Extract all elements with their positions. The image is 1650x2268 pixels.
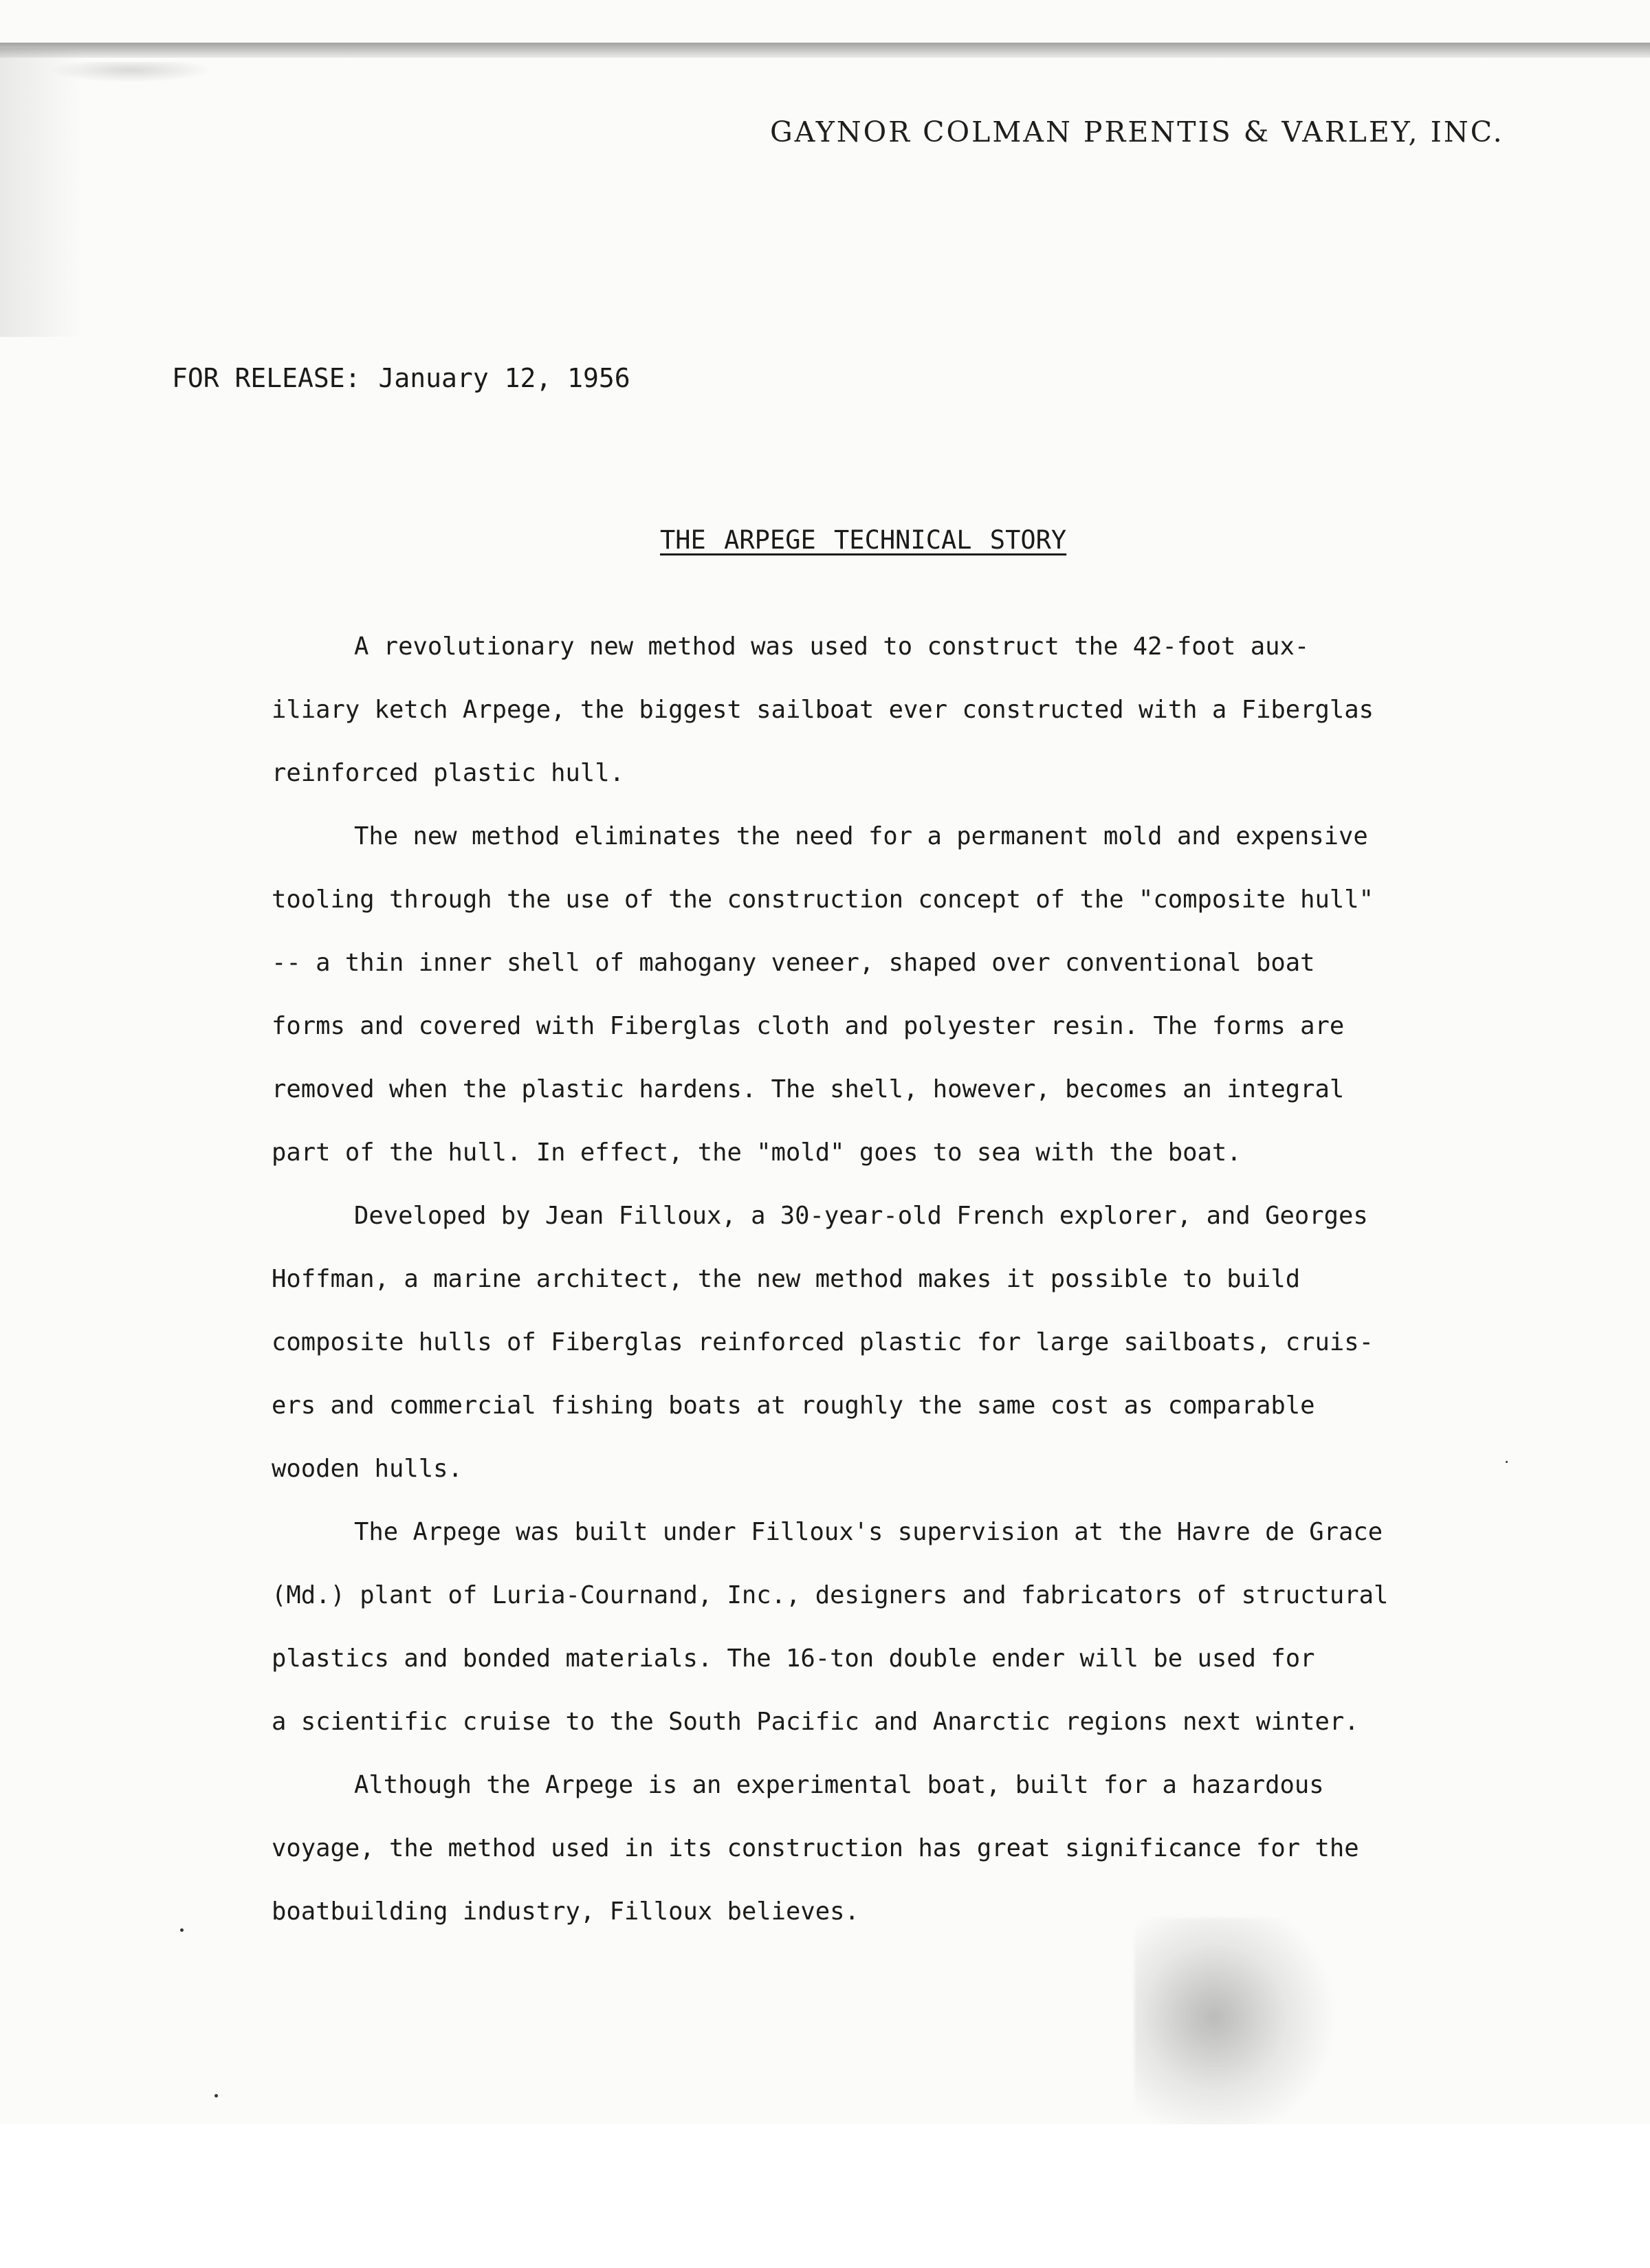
text-line: -- a thin inner shell of mahogany veneer, shaped over conventional boat: [272, 949, 1315, 977]
paragraph-4: [272, 1501, 1523, 1754]
scan-corner-shade: [0, 48, 82, 337]
text-line: plastics and bonded materials. The 16-ton double ender will be used for: [272, 1644, 1315, 1673]
speck: [180, 1928, 184, 1932]
text-line: a scientific cruise to the South Pacific and Anarctic regions next winter.: [272, 1708, 1359, 1736]
text-line: ers and commercial fishing boats at roughly the same cost as comparable: [272, 1391, 1315, 1420]
release-line: [172, 363, 630, 393]
document-title: [660, 525, 1066, 555]
paragraph-5: [272, 1754, 1523, 1944]
text-line: wooden hulls.: [272, 1455, 463, 1483]
paragraph-3: [272, 1185, 1523, 1501]
text-line: Although the Arpege is an experimental boat, built for a hazardous: [354, 1771, 1324, 1799]
text-line: part of the hull. In effect, the "mold" goes to sea with the boat.: [272, 1138, 1242, 1167]
release-label: FOR RELEASE:: [172, 363, 361, 393]
text-line: forms and covered with Fiberglas cloth and polyester resin. The forms are: [272, 1012, 1345, 1040]
document-title-text: THE ARPEGE TECHNICAL STORY: [660, 525, 1067, 555]
paragraph-2: [272, 805, 1523, 1185]
release-date: January 12, 1956: [378, 363, 630, 393]
scan-bottom-margin: [0, 2124, 1650, 2268]
text-line: boatbuilding industry, Filloux believes.: [272, 1897, 859, 1926]
text-line: iliary ketch Arpege, the biggest sailboat ever constructed with a Fiberglas: [272, 696, 1374, 724]
ink-stain: [1134, 1918, 1334, 2138]
text-line: tooling through the use of the construction concept of the "composite hull": [272, 885, 1374, 914]
text-line: voyage, the method used in its construction has great significance for the: [272, 1834, 1359, 1862]
text-line: The new method eliminates the need for a permanent mold and expensive: [354, 822, 1368, 850]
text-line: reinforced plastic hull.: [272, 759, 624, 787]
paragraph-1: [272, 615, 1523, 805]
scan-top-edge: [0, 43, 1650, 58]
company-letterhead: GAYNOR COLMAN PRENTIS & VARLEY, INC.: [770, 115, 1504, 148]
document-body: [272, 615, 1523, 1944]
text-line: A revolutionary new method was used to construct the 42-foot aux-: [354, 632, 1310, 661]
text-line: The Arpege was built under Filloux's supervision at the Havre de Grace: [354, 1518, 1383, 1546]
text-line: Hoffman, a marine architect, the new method makes it possible to build: [272, 1265, 1301, 1293]
text-line: Developed by Jean Filloux, a 30-year-old French explorer, and Georges: [354, 1202, 1368, 1230]
text-line: (Md.) plant of Luria-Cournand, Inc., designers and fabricators of structural: [272, 1581, 1389, 1609]
speck: [214, 2094, 218, 2098]
text-line: removed when the plastic hardens. The shell, however, becomes an integral: [272, 1075, 1345, 1103]
text-line: composite hulls of Fiberglas reinforced plastic for large sailboats, cruis-: [272, 1328, 1374, 1356]
